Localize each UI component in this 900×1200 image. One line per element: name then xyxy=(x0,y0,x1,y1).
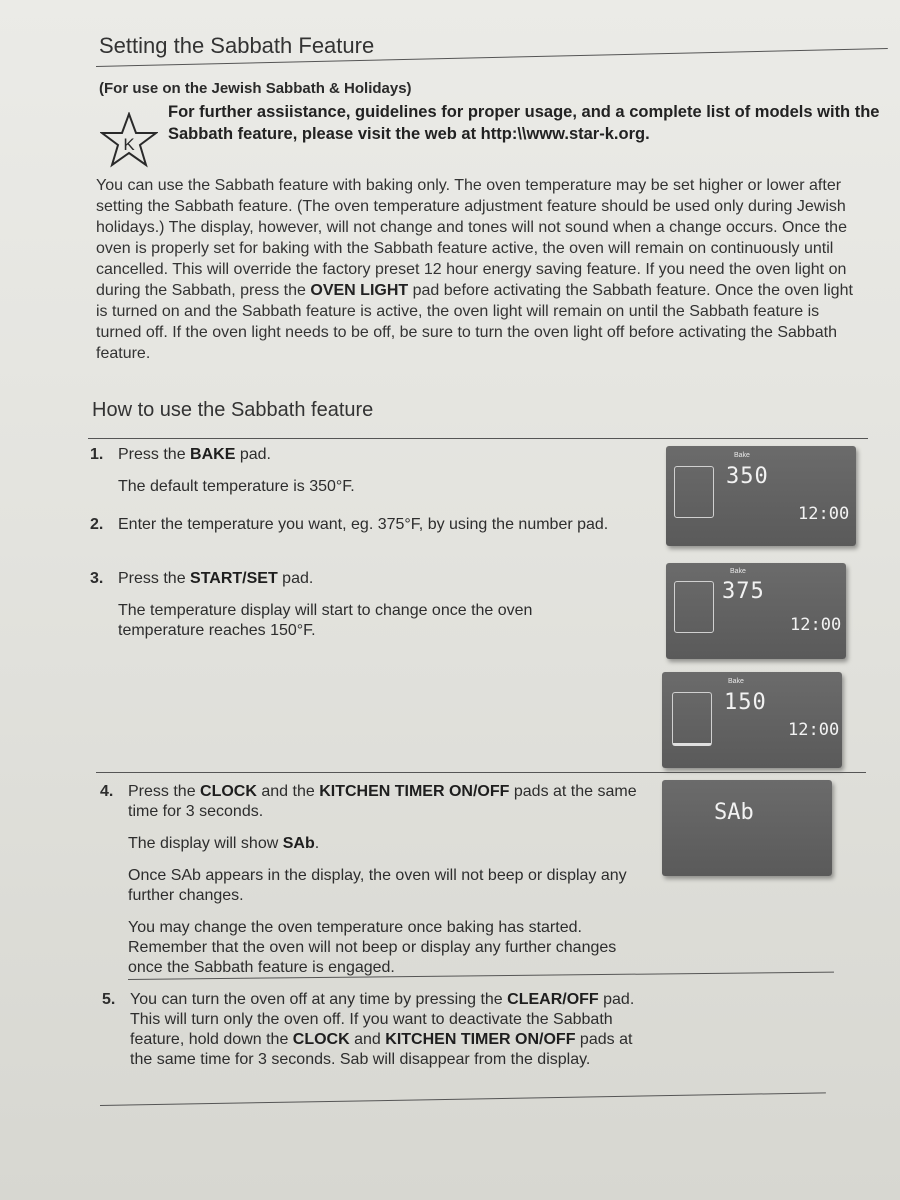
step-instruction: Press the CLOCK and the KITCHEN TIMER ON/OFF pads at the same time for 3 seconds. xyxy=(128,783,637,820)
step-5 xyxy=(102,990,647,1082)
step-number: 1. xyxy=(90,446,104,463)
temperature-readout: 375 xyxy=(722,579,765,604)
bake-indicator: Bake xyxy=(734,452,750,459)
temperature-readout: 350 xyxy=(726,464,769,489)
bake-indicator: Bake xyxy=(728,678,744,685)
step-note: The default temperature is 350°F. xyxy=(118,478,355,495)
star-letter: K xyxy=(123,135,135,154)
step-display-note: The display will show SAb. xyxy=(128,835,320,852)
step-number: 3. xyxy=(90,570,104,587)
temperature-readout: 150 xyxy=(724,690,767,715)
assistance-notice: For further assiistance, guidelines for proper usage, and a complete list of models with the Sabbath feature, please visit the web at http:\\www.star-k.org. xyxy=(168,103,880,143)
bake-indicator: Bake xyxy=(730,568,746,575)
step-3 xyxy=(90,569,610,653)
clock-readout: 12:00 xyxy=(788,720,840,740)
oven-light-label: OVEN LIGHT xyxy=(310,282,409,299)
star-k-logo xyxy=(100,112,158,170)
step-note: You may change the oven temperature once baking has started. Remember that the oven will not beep or display any further changes once the Sabbath feature is engaged. xyxy=(128,919,617,976)
oven-display-150 xyxy=(662,672,842,768)
section-title: Setting the Sabbath Feature xyxy=(99,33,375,58)
oven-display-375 xyxy=(666,563,846,659)
howto-rule xyxy=(88,438,868,439)
oven-display-sab xyxy=(662,780,832,876)
clock-readout: 12:00 xyxy=(790,615,842,635)
step-4 xyxy=(100,782,640,990)
step-instruction: You can turn the oven off at any time by pressing the CLEAR/OFF pad. This will turn only the oven off. If you want to deactivate the Sabbath feature, hold down the CLOCK and KITCHEN TIMER ON/OFF pads at the same time for 3 seconds. Sab will disappear from the display. xyxy=(130,991,635,1068)
step-number: 4. xyxy=(100,783,114,800)
sabbath-readout: SAb xyxy=(714,800,754,825)
intro-paragraph: You can use the Sabbath feature with baking only. The oven temperature may be set higher or lower after setting the Sabbath feature. (The oven temperature adjustment feature should be used only during Jewish holidays.) The display, however, will not change and tones will not sound when a change occurs. Once the oven is properly set for baking with the Sabbath feature active, the oven will remain on continuously until cancelled. This will override the factory preset 12 hour energy saving feature. If you need the oven light on during the Sabbath, press the OVEN LIGHT pad before activating the Sabbath feature. Once the oven light is turned on and the Sabbath feature is active, the oven light will remain on until the Sabbath feature is turned off. If the oven light needs to be off, be sure to turn the oven light off before activating the Sabbath feature. xyxy=(96,177,853,362)
step-number: 5. xyxy=(102,991,116,1008)
step-note: The temperature display will start to change once the oven temperature reaches 150°F. xyxy=(118,602,533,639)
oven-window-icon xyxy=(674,581,714,633)
step-instruction: Press the BAKE pad. xyxy=(118,446,271,463)
clock-readout: 12:00 xyxy=(798,504,850,524)
step-1 xyxy=(90,445,650,509)
oven-window-icon xyxy=(674,466,714,518)
oven-display-350 xyxy=(666,446,856,546)
section-subtitle: (For use on the Jewish Sabbath & Holidays) xyxy=(99,80,412,97)
step-note: Once SAb appears in the display, the oven will not beep or display any further changes. xyxy=(128,867,627,904)
step-instruction: Press the START/SET pad. xyxy=(118,570,314,587)
step-number: 2. xyxy=(90,516,104,533)
step-divider xyxy=(96,772,866,773)
oven-window-icon xyxy=(672,692,712,746)
step-2 xyxy=(90,515,650,547)
step-instruction: Enter the temperature you want, eg. 375°F, by using the number pad. xyxy=(118,516,609,533)
howto-title: How to use the Sabbath feature xyxy=(92,399,374,421)
bottom-rule xyxy=(100,1092,826,1106)
